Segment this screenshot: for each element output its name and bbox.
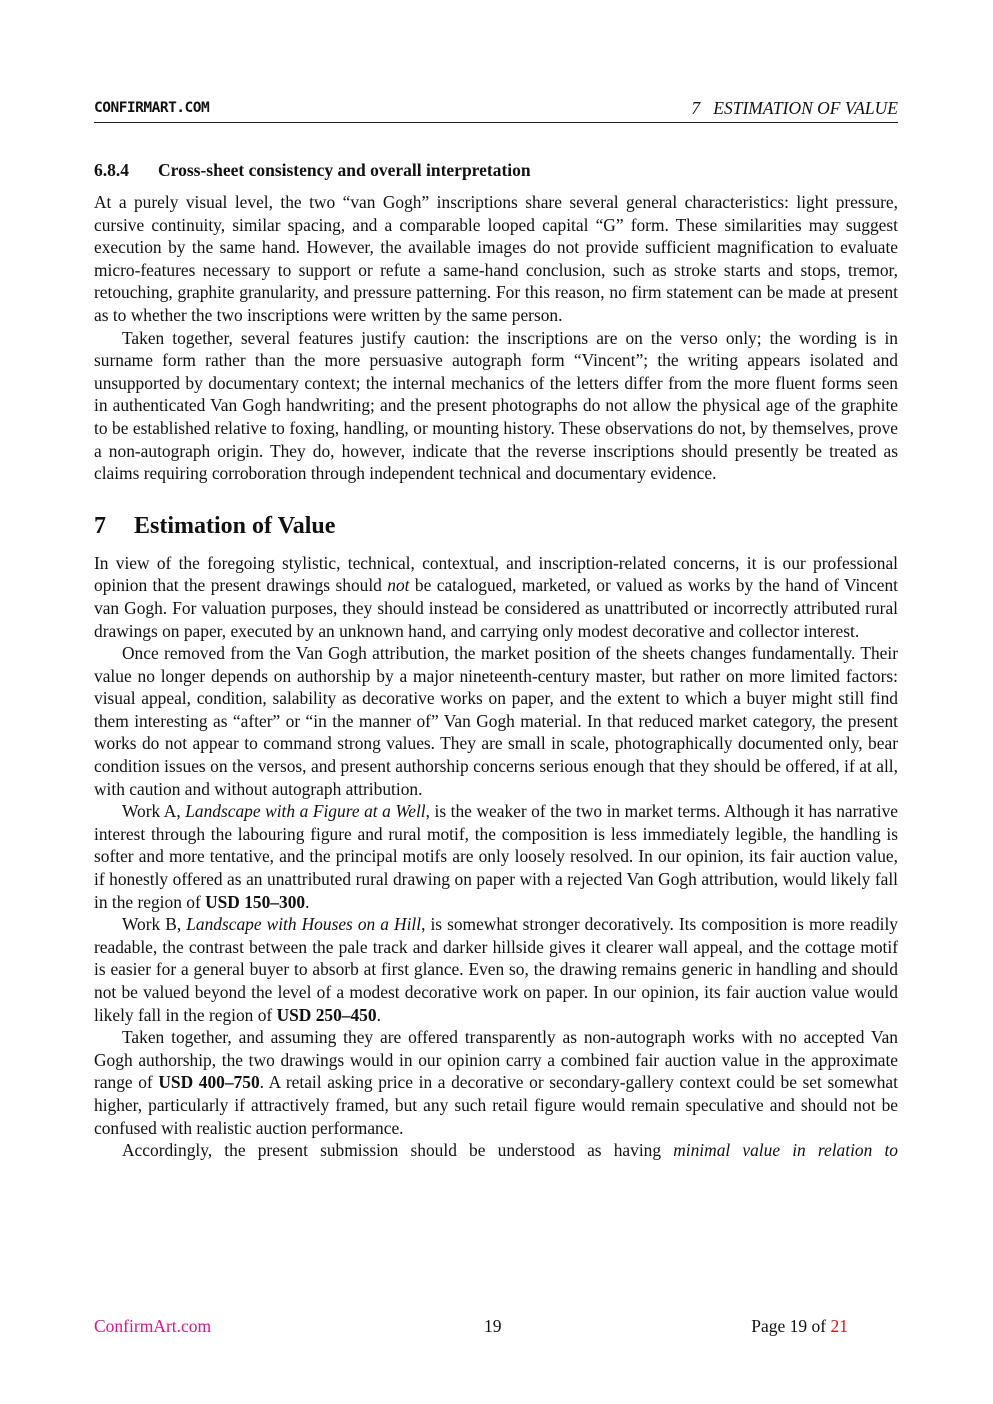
combined-value: USD 400–750 — [158, 1072, 260, 1093]
confirmart-logo: CONFIRMART.COM — [94, 100, 210, 116]
value-paragraph-2: Once removed from the Van Gogh attribution, the market position of the sheets changes fundamentally. Their value no longer depends on authorship by a major nineteenth-century master, but rather on more limited factors: visual appeal, condition, salability as decorative works on paper, and the extent to which a buyer might still find them interesting as “after” or “in the manner of” Van Gogh material. In that reduced market category, the present works do not appear to command strong values. They are small in scale, photographically documented only, bear condition issues on the versos, and present authorship concerns serious enough that they should be offered, if at all, with caution and without autograph attribution. — [94, 643, 898, 799]
emphasis-not: not — [387, 575, 410, 596]
section-number: 7 — [94, 512, 106, 539]
section-title: Estimation of Value — [134, 512, 336, 539]
work-a-title: Landscape with a Figure at a Well — [185, 801, 426, 822]
subsection-title: Cross-sheet consistency and overall interpretation — [158, 160, 531, 180]
value-paragraph-work-b: Work B, Landscape with Houses on a Hill, is somewhat stronger decoratively. Its composition is more readily readable, the contrast between the pale track and darker hillside gives it clearer wall appeal, and the cottage motif is easier for a general buyer to absorb at first glance. Even so, the drawing remains generic in handling and should not be valued beyond the level of a modest decorative work on paper. In our opinion, its fair auction value would likely fall in the region of USD 250–450. — [94, 914, 898, 1025]
total-pages-link[interactable]: 21 — [830, 1316, 848, 1336]
subsection-heading — [94, 160, 898, 181]
value-paragraph-combined: Taken together, and assuming they are offered transparently as non-autograph works with no accepted Van Gogh authorship, the two drawings would in our opinion carry a combined fair auction value in the approximate range of USD 400–750. A retail asking price in a decorative or secondary-gallery context could be set somewhat higher, particularly if attractively framed, but any such retail figure would remain speculative and should not be confused with realistic auction performance. — [94, 1027, 898, 1138]
value-paragraph-conclusion: Accordingly, the present submission should be understood as having minimal value in relation to — [122, 1140, 898, 1161]
page-body — [94, 160, 898, 1162]
value-paragraph-1: In view of the foregoing stylistic, technical, contextual, and inscription-related concerns, it is our professional opinion that the present drawings should not be catalogued, marketed, or valued as works by the hand of Vincent van Gogh. For valuation purposes, they should instead be considered as unattributed or incorrectly attributed rural drawings on paper, executed by an unknown hand, and carrying only modest decorative and collector interest. — [94, 552, 898, 641]
minimal-value-emphasis: minimal value in relation to — [673, 1140, 898, 1161]
running-section-title: 7 ESTIMATION OF VALUE — [691, 98, 898, 118]
work-b-value: USD 250–450 — [276, 1004, 377, 1025]
subsection-paragraph-1: At a purely visual level, the two “van Gogh” inscriptions share several general characteristics: light pressure, cursive continuity, similar spacing, and a comparable looped capital “G” form. These similarities may suggest execution by the same hand. However, the available images do not provide sufficient magnification to evaluate micro-features necessary to support or refute a same-hand conclusion, such as stroke starts and stops, tremor, retouching, graphite granularity, and pressure patterning. For this reason, no firm statement can be made at present as to whether the two inscriptions were written by the same person. — [94, 192, 898, 325]
subsection-number: 6.8.4 — [94, 160, 129, 180]
work-b-title: Landscape with Houses on a Hill — [186, 914, 422, 935]
footer-page-number: 19 — [484, 1316, 502, 1336]
work-a-value: USD 150–300 — [205, 891, 306, 912]
subsection-paragraph-2: Taken together, several features justify caution: the inscriptions are on the verso only; the wording is in surname form rather than the more persuasive autograph form “Vincent”; the writing appears isolated and unsupported by documentary context; the internal mechanics of the letters differ from the more fluent forms seen in authenticated Van Gogh handwriting; and the present photographs do not allow the physical age of the graphite to be established relative to foxing, handling, or mounting history. These observations do not, by themselves, prove a non-autograph origin. They do, however, indicate that the reverse inscriptions should presently be treated as claims requiring corroboration through independent technical and documentary evidence. — [94, 327, 898, 484]
footer-site-link[interactable]: ConfirmArt.com — [94, 1316, 212, 1336]
footer-page-of: Page 19 of 21 — [751, 1316, 848, 1336]
page-header — [94, 96, 898, 123]
section-heading — [94, 513, 898, 540]
value-paragraph-work-a: Work A, Landscape with a Figure at a Well, is the weaker of the two in market terms. Although it has narrative interest through the labouring figure and rural motif, the composition is less immediately legible, the handling is softer and more tentative, and the principal motifs are only loosely resolved. In our opinion, its fair auction value, if honestly offered as an unattributed rural drawing on paper with a rejected Van Gogh attribution, would likely fall in the region of USD 150–300. — [94, 801, 898, 912]
